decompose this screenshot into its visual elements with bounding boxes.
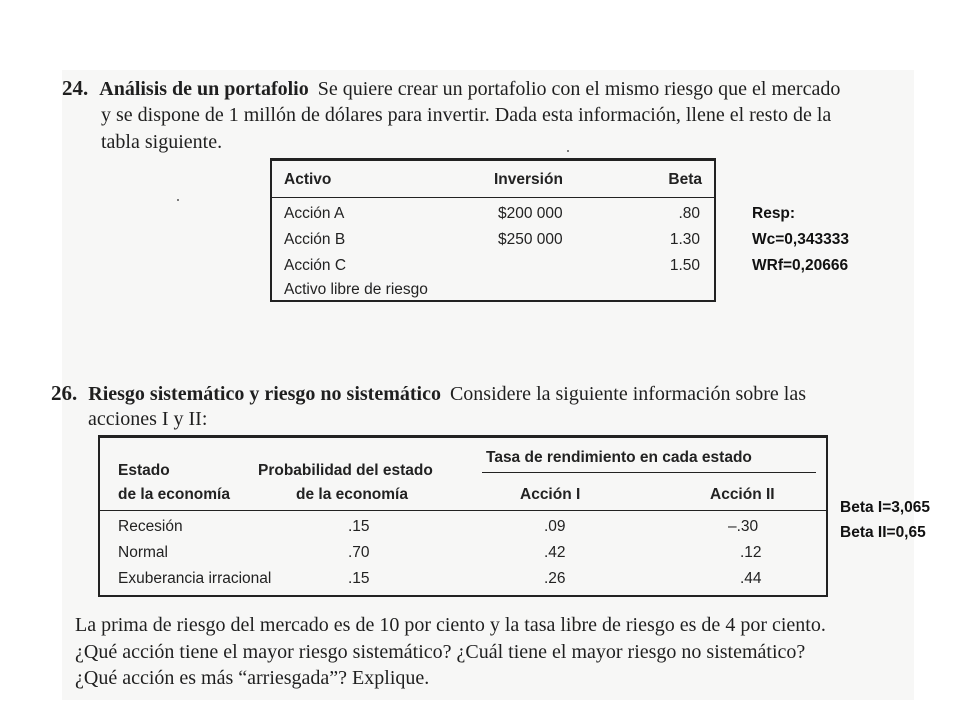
- bottom-line-1: La prima de riesgo del mercado es de 10 por ciento y la tasa libre de riesgo es de 4 por ciento.: [75, 614, 826, 636]
- row-estado: Normal: [118, 544, 168, 561]
- col-header-beta: Beta: [668, 171, 702, 188]
- row-accion-i: .42: [544, 544, 566, 561]
- portfolio-table: [270, 158, 716, 302]
- row-prob: .70: [348, 544, 370, 561]
- row-estado: Exuberancia irracional: [118, 570, 272, 587]
- row-accion-ii: –.30: [728, 518, 759, 535]
- spanner-rule: [482, 472, 816, 473]
- row-beta: 1.30: [669, 231, 700, 248]
- row-inversion: $200 000: [498, 205, 563, 222]
- problem-24-line-3: tabla siguiente.: [101, 131, 223, 153]
- problem-26-line-1: [51, 380, 806, 407]
- bottom-line-3: ¿Qué acción es más “arriesgada”? Explique.: [75, 667, 430, 689]
- scan-speck: [177, 199, 179, 201]
- row-beta: 1.50: [669, 257, 700, 274]
- problem-24-title: Análisis de un portafolio: [99, 78, 309, 100]
- problem-26-intro: Considere la siguiente información sobre las: [449, 383, 806, 405]
- col-header-probabilidad: Probabilidad del estado: [258, 462, 433, 479]
- col-header-inversion: Inversión: [494, 171, 563, 188]
- col-header-accion-ii: Acción II: [710, 486, 775, 503]
- problem-24-intro: Se quiere crear un portafolio con el mismo riesgo que el mercado: [317, 78, 841, 100]
- row-activo: Acción A: [284, 205, 345, 222]
- row-accion-i: .09: [544, 518, 566, 535]
- row-prob: .15: [348, 570, 370, 587]
- bottom-line-2: ¿Qué acción tiene el mayor riesgo sistemático? ¿Cuál tiene el mayor riesgo no sistemático?: [75, 641, 806, 663]
- problem-26-number: 26.: [51, 381, 78, 405]
- row-beta: .80: [678, 205, 700, 222]
- row-estado: Recesión: [118, 518, 183, 535]
- header-rule: [272, 197, 714, 198]
- returns-table: [98, 435, 828, 597]
- row-accion-i: .26: [544, 570, 566, 587]
- answer-24-wrf: WRf=0,20666: [752, 257, 849, 274]
- answer-26-beta-i: Beta I=3,065: [840, 499, 931, 516]
- row-prob: .15: [348, 518, 370, 535]
- col-header-estado-2: de la economía: [118, 486, 230, 503]
- header-rule: [100, 510, 826, 511]
- col-header-tasa: Tasa de rendimiento en cada estado: [486, 449, 752, 466]
- col-header-activo: Activo: [284, 171, 332, 188]
- problem-26-title: Riesgo sistemático y riesgo no sistemático: [88, 383, 441, 405]
- answer-26-beta-ii: Beta II=0,65: [840, 524, 926, 541]
- col-header-probabilidad-2: de la economía: [296, 486, 408, 503]
- answer-24-wc: Wc=0,343333: [752, 231, 849, 248]
- answer-24-label: Resp:: [752, 205, 796, 222]
- row-inversion: $250 000: [498, 231, 563, 248]
- col-header-estado: Estado: [118, 462, 170, 479]
- problem-24-line-1: [62, 75, 840, 102]
- row-accion-ii: .44: [740, 570, 762, 587]
- problem-26-line-2: acciones I y II:: [88, 408, 208, 430]
- row-activo: Activo libre de riesgo: [284, 281, 428, 298]
- scan-speck: [567, 150, 569, 152]
- row-activo: Acción C: [284, 257, 347, 274]
- problem-24-line-2: y se dispone de 1 millón de dólares para invertir. Dada esta información, llene el resto de la: [101, 104, 832, 126]
- problem-24-number: 24.: [62, 76, 89, 100]
- row-accion-ii: .12: [740, 544, 762, 561]
- row-activo: Acción B: [284, 231, 346, 248]
- col-header-accion-i: Acción I: [520, 486, 581, 503]
